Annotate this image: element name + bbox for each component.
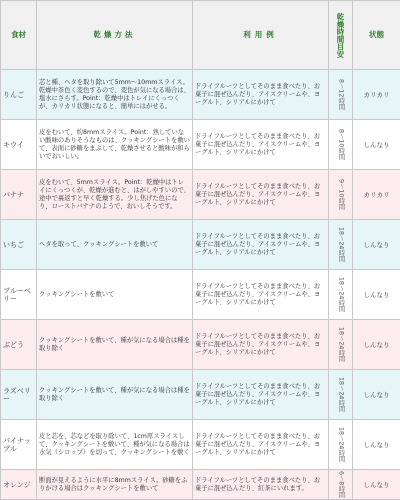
drying-time: 8〜12時間 (337, 79, 345, 110)
table-row (1, 270, 400, 320)
drying-time: 18〜24時間 (337, 377, 345, 412)
drying-time: 18〜24時間 (337, 277, 345, 312)
header-food: 食材 (1, 1, 37, 70)
header-usage: 利用例 (193, 1, 329, 70)
food-name: キウイ (1, 120, 37, 170)
state-text: しんなり (353, 370, 400, 420)
usage-text: ドライフルーツとしてそのまま食べたり、お菓子に混ぜ込んだり、紅茶にいれます。 (193, 470, 329, 500)
usage-text: ドライフルーツとしてそのまま食べたり、お菓子に混ぜ込んだり、アイスクリームや、ヨーグルト、シリアルにかけて (193, 370, 329, 420)
drying-time: 18〜24時間 (337, 227, 345, 262)
time-cell (329, 170, 353, 220)
state-text: しんなり (353, 320, 400, 370)
header-state: 状態 (353, 1, 400, 70)
header-method: 乾燥方法 (37, 1, 193, 70)
drying-time: 9〜10時間 (337, 179, 345, 210)
time-cell (329, 120, 353, 170)
table-row (1, 220, 400, 270)
drying-time: 6〜8時間 (337, 471, 345, 498)
state-text: しんなり (353, 120, 400, 170)
food-name: バナナ (1, 170, 37, 220)
method-text: 皮をむいて、5mmスライス。Point：乾燥中はトレイにくっつくが、乾燥が進むと、はがしやすいので、途中で裏返すと早く乾燥する。少し焦げた色になり、ローストバナナのようで、おいしそうです。 (37, 170, 193, 220)
food-name: パイナップル (1, 420, 37, 470)
usage-text: ドライフルーツとしてそのまま食べたり、お菓子に混ぜ込んだり、アイスクリームや、ヨーグルト、シリアルにかけて (193, 170, 329, 220)
usage-text: ドライフルーツとしてそのまま食べたり、お菓子に混ぜ込んだり、アイスクリームや、ヨーグルト、シリアルにかけて (193, 420, 329, 470)
header-time: 乾燥時間目安 (336, 12, 345, 58)
table-row (1, 320, 400, 370)
time-cell (329, 370, 353, 420)
usage-text: ドライフルーツとしてそのまま食べたり、お菓子に混ぜ込んだり、アイスクリームや、ヨーグルト、シリアルにかけて (193, 320, 329, 370)
usage-text: ドライフルーツとしてそのまま食べたり、お菓子に混ぜ込んだり、アイスクリームや、ヨーグルト、シリアルにかけて (193, 70, 329, 120)
method-text: 断面が見えるように水平に8mmスライス。砂糖をふりかける場合はクッキングシートを敷いて (37, 470, 193, 500)
food-name: いちご (1, 220, 37, 270)
time-cell (329, 320, 353, 370)
table-row (1, 370, 400, 420)
state-text: しんなり (353, 470, 400, 500)
food-name: りんご (1, 70, 37, 120)
table-row (1, 170, 400, 220)
method-text: 皮と芯を、芯などを取り除いて、1cm厚スライスして、クッキングシートを敷いて、種が気になる場合は水気（シロップ）を切って、クッキングシートを敷く (37, 420, 193, 470)
drying-time: 18〜24時間 (337, 427, 345, 462)
state-text: カリカリ (353, 170, 400, 220)
time-cell (329, 470, 353, 500)
time-cell (329, 270, 353, 320)
time-cell (329, 220, 353, 270)
table-row (1, 420, 400, 470)
time-cell (329, 70, 353, 120)
header-time-cell (329, 1, 353, 70)
usage-text: ドライフルーツとしてそのまま食べたり、お菓子に混ぜ込んだり、アイスクリームや、ヨーグルト、シリアルにかけて (193, 270, 329, 320)
state-text: しんなり (353, 420, 400, 470)
food-name: ブルーベリー (1, 270, 37, 320)
state-text: しんなり (353, 270, 400, 320)
state-text: カリカリ (353, 70, 400, 120)
drying-time: 18〜24時間 (337, 327, 345, 362)
method-text: 芯と種、ヘタを取り除いて5mm〜10mmスライス。乾燥中茶色く変色するので、変色が気になる場合は、塩水にさらす。Point：乾燥中はトレイにくっつくが、カリカリ状態になると、簡単にはがせる。 (37, 70, 193, 120)
drying-time: 8〜10時間 (337, 129, 345, 160)
state-text: しんなり (353, 220, 400, 270)
table-header-row (1, 1, 400, 70)
table-row (1, 120, 400, 170)
usage-text: ドライフルーツとしてそのまま食べたり、お菓子に混ぜ込んだり、アイスクリームや、ヨーグルト、シリアルにかけて (193, 220, 329, 270)
method-text: 皮をむいて、約8mmスライス。Point：熟していない酸味のありそうなものは、クッキングシートを敷いて、表面に砂糖をまぶして、乾燥させると酸味が和らいでおいしい。 (37, 120, 193, 170)
usage-text: ドライフルーツとしてそのまま食べたり、お菓子に混ぜ込んだり、アイスクリームや、ヨーグルト、シリアルにかけて (193, 120, 329, 170)
food-name: オレンジ (1, 470, 37, 500)
method-text: クッキングシートを敷いて、種が気になる場合は種を取り除く (37, 370, 193, 420)
table-row (1, 70, 400, 120)
method-text: クッキングシートを敷いて、種が気になる場合は種を取り除く (37, 320, 193, 370)
method-text: クッキングシートを敷いて (37, 270, 193, 320)
method-text: ヘタを取って、クッキングシートを敷いて (37, 220, 193, 270)
food-name: ラズベリー (1, 370, 37, 420)
table-row (1, 470, 400, 500)
food-name: ぶどう (1, 320, 37, 370)
time-cell (329, 420, 353, 470)
